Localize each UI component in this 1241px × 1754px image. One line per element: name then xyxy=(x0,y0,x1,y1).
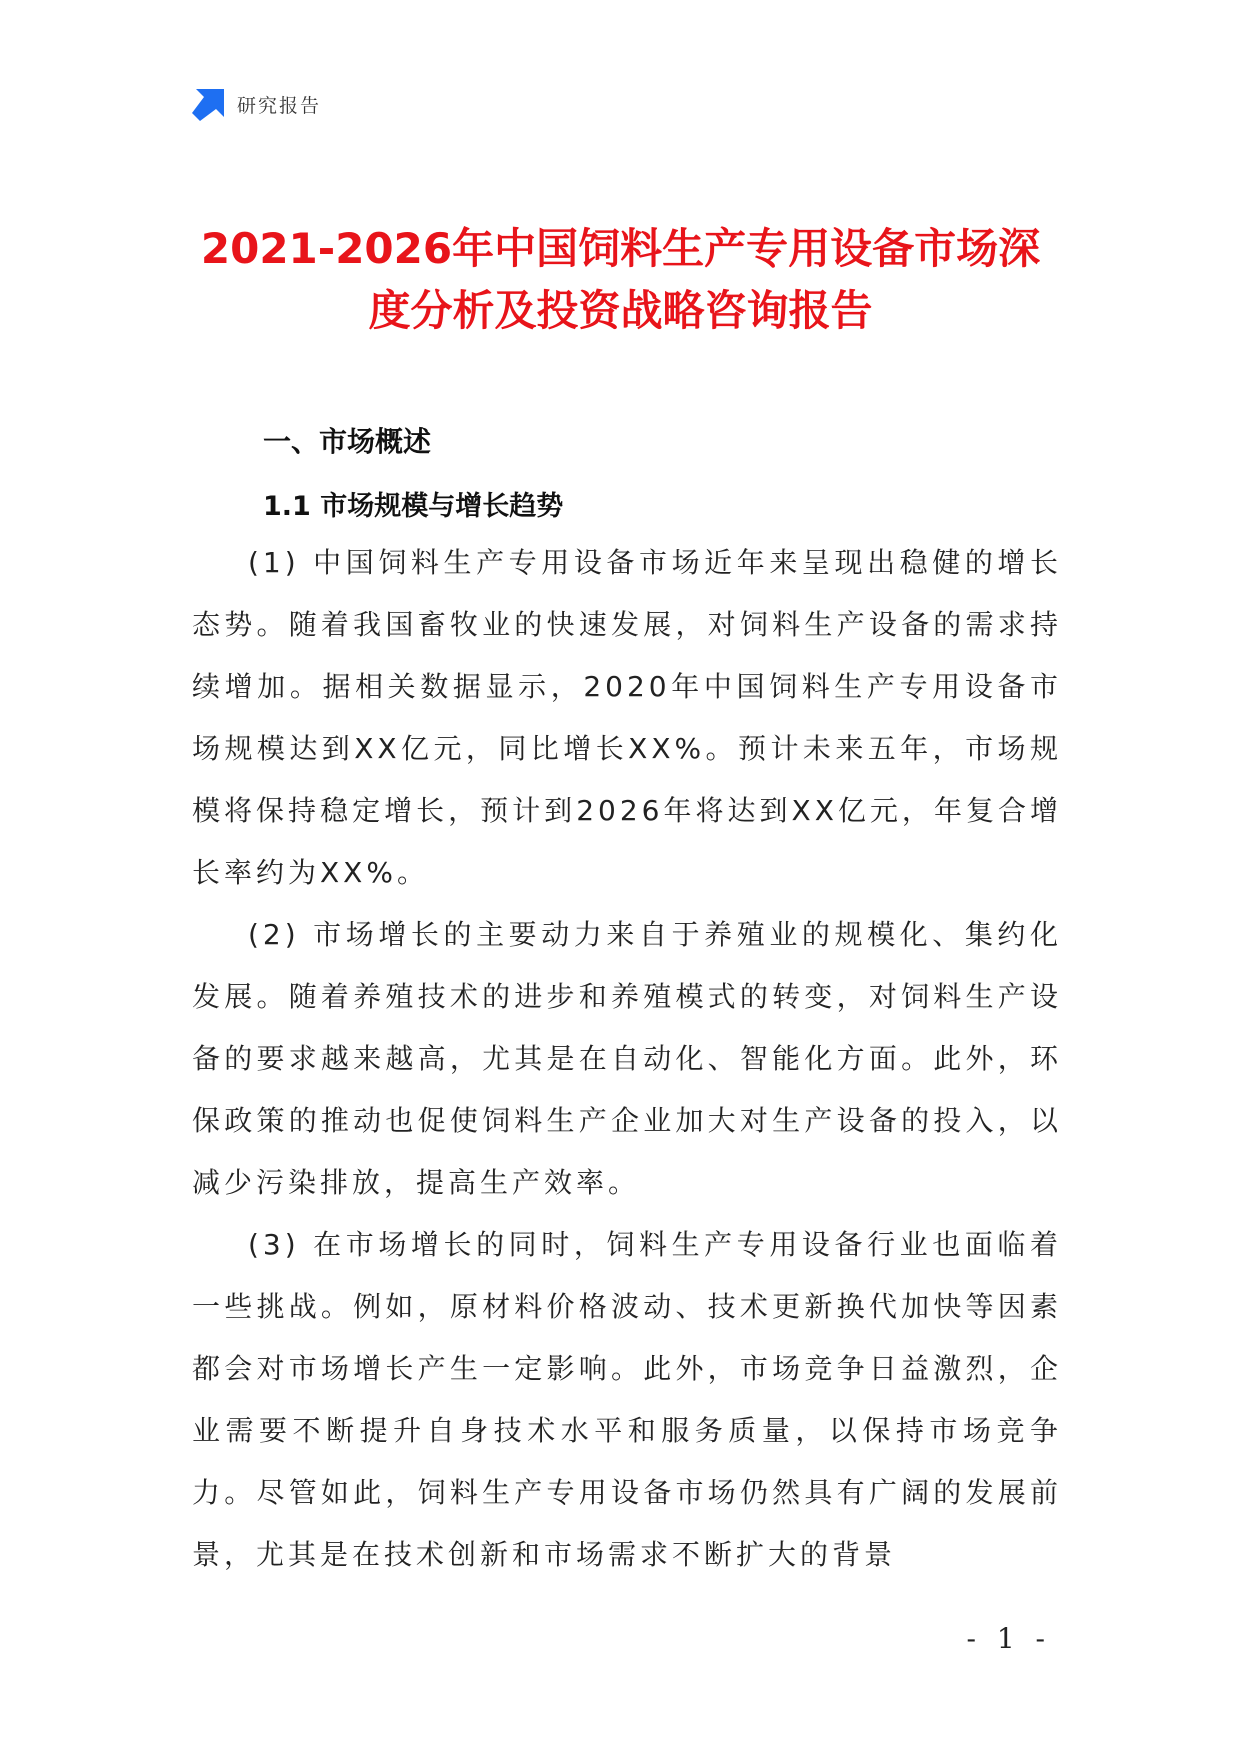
header-label: 研究报告 xyxy=(237,94,322,117)
body-text xyxy=(192,532,1062,1586)
paragraph-1: (1) 中国饲料生产专用设备市场近年来呈现出稳健的增长态势。随着我国畜牧业的快速发展，对饲料生产设备的需求持续增加。据相关数据显示，2020年中国饲料生产专用设备市场规模达到XX亿元，同比增长XX%。预计未来五年，市场规模将保持稳定增长，预计到2026年将达到XX亿元，年复合增长率约为XX%。 xyxy=(192,546,1062,889)
title-line-2: 度分析及投资战略咨询报告 xyxy=(368,286,873,335)
report-header xyxy=(192,86,321,122)
arrow-up-right-icon xyxy=(192,88,225,121)
paragraph-2: (2) 市场增长的主要动力来自于养殖业的规模化、集约化发展。随着养殖技术的进步和养殖模式的转变，对饲料生产设备的要求越来越高，尤其是在自动化、智能化方面。此外，环保政策的推动也促使饲料生产企业加大对生产设备的投入，以减少污染排放，提高生产效率。 xyxy=(192,918,1062,1199)
title-line-1: 2021-2026年中国饲料生产专用设备市场深 xyxy=(200,224,1041,273)
paragraph-3: (3) 在市场增长的同时，饲料生产专用设备行业也面临着一些挑战。例如，原材料价格波动、技术更新换代加快等因素都会对市场增长产生一定影响。此外，市场竞争日益激烈，企业需要不断提升自身技术水平和服务质量，以保持市场竞争力。尽管如此，饲料生产专用设备市场仍然具有广阔的发展前景，尤其是在技术创新和市场需求不断扩大的背景 xyxy=(192,1228,1062,1571)
page-number: - 1 - xyxy=(966,1622,1051,1655)
document-title xyxy=(150,218,1091,342)
subsection-heading: 1.1 市场规模与增长趋势 xyxy=(263,491,564,522)
section-heading: 一、市场概述 xyxy=(263,425,432,458)
